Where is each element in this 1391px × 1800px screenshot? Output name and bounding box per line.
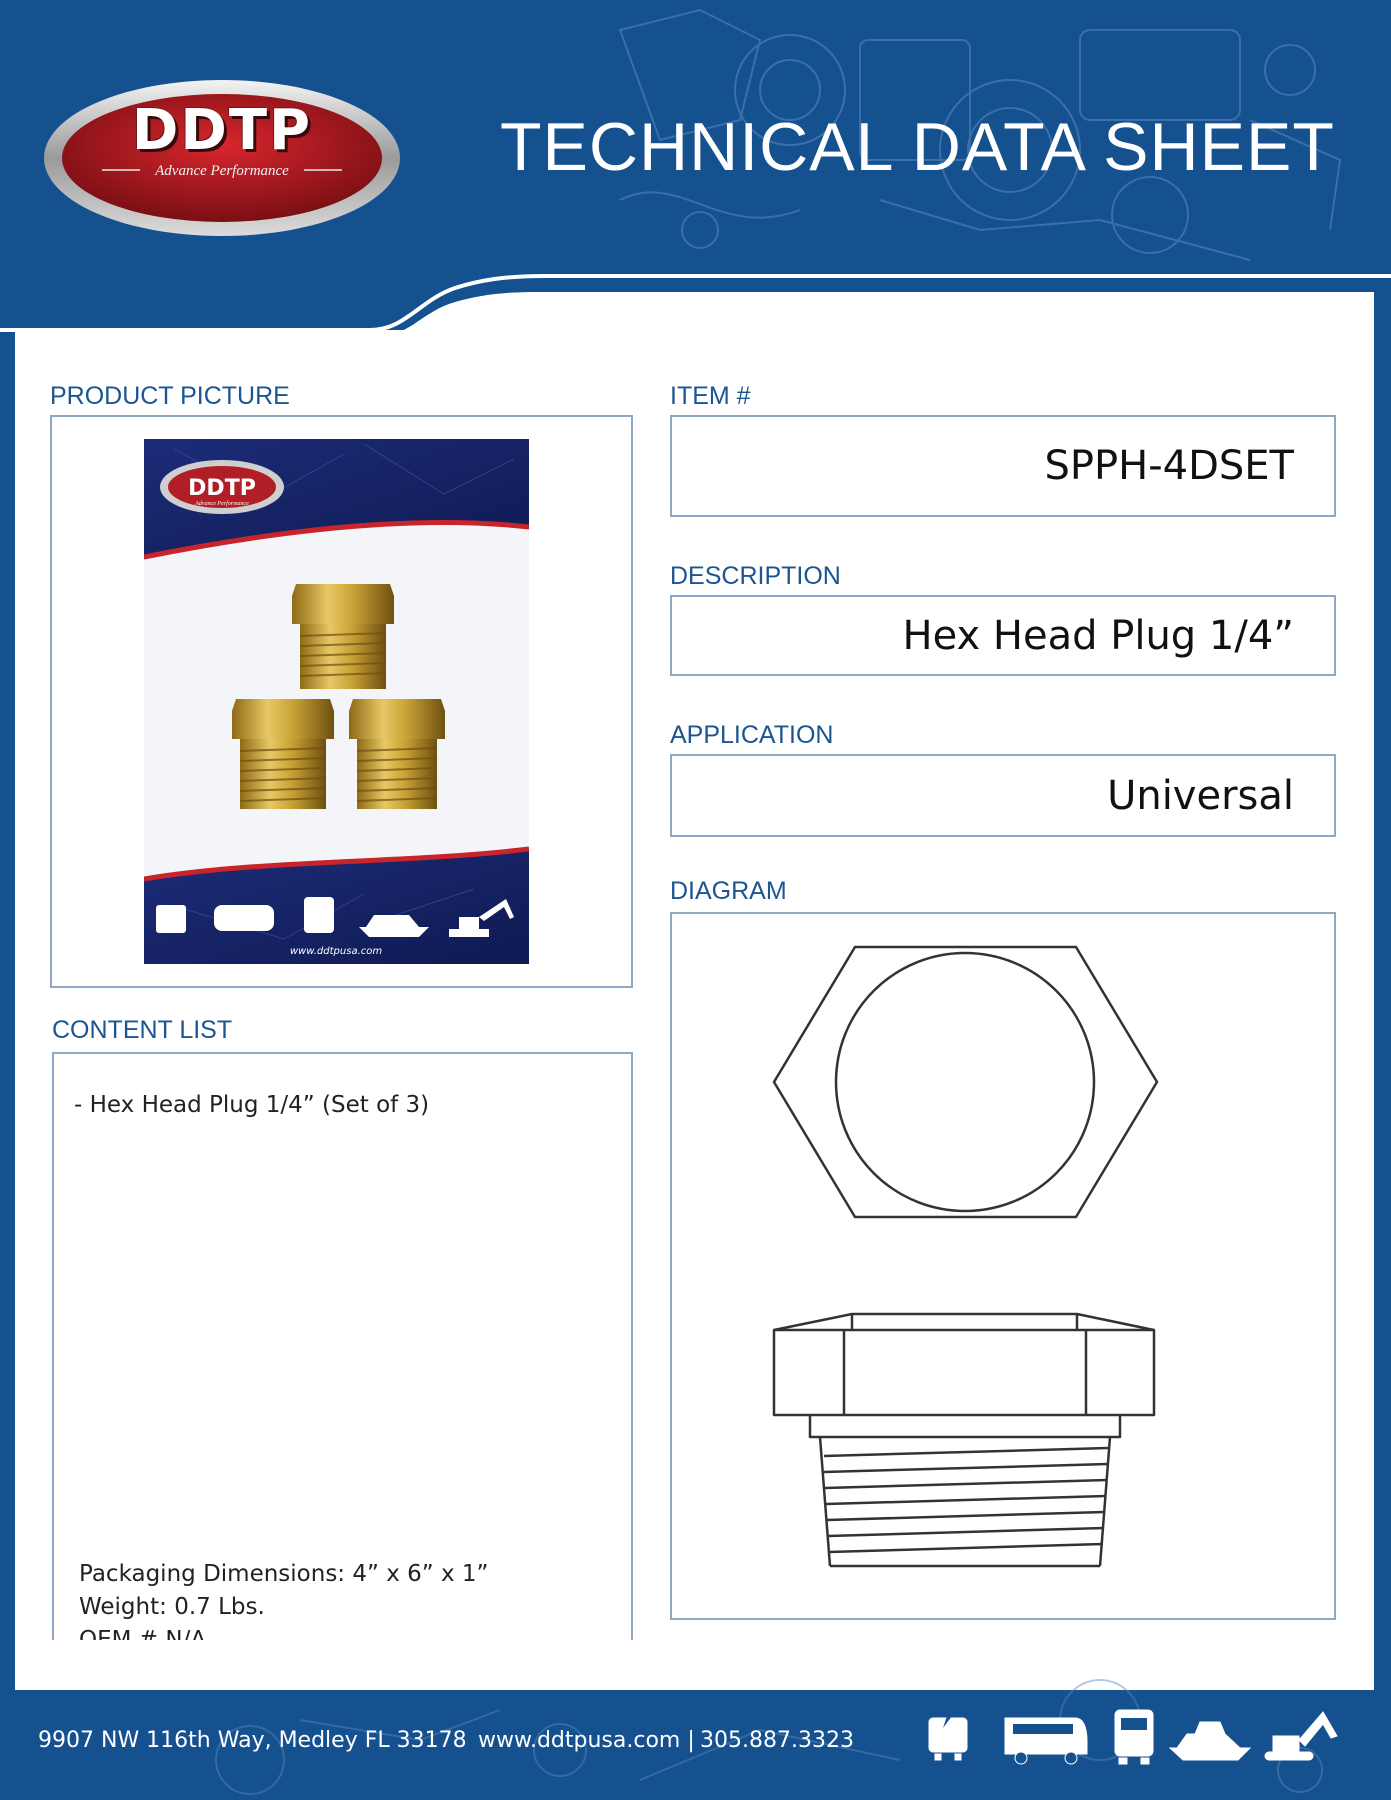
brass-plug <box>349 699 445 809</box>
product-picture-box <box>50 415 633 988</box>
application-box <box>670 754 1336 837</box>
brass-plug <box>292 584 394 689</box>
brass-plug <box>232 699 334 809</box>
content-list-label: CONTENT LIST <box>52 1016 233 1044</box>
generator-icon <box>929 1702 967 1760</box>
bus-icon <box>1005 1718 1087 1764</box>
truck-icon <box>1115 1710 1153 1764</box>
description-box <box>670 595 1336 676</box>
yacht-icon <box>1170 1722 1250 1760</box>
page-title: TECHNICAL DATA SHEET <box>500 109 1335 185</box>
product-package-image <box>144 439 529 964</box>
package-logo-tagline: Advance Performance <box>195 501 249 507</box>
package-website: www.ddtpusa.com <box>289 946 383 957</box>
content-list-box <box>52 1052 633 1663</box>
footer-address: 9907 NW 116th Way, Medley FL 33178 <box>38 1728 467 1753</box>
generator-icon <box>156 905 186 933</box>
description-label: DESCRIPTION <box>670 562 841 590</box>
excavator-icon <box>1265 1712 1337 1760</box>
threaded-shank <box>810 1415 1120 1437</box>
description-value: Hex Head Plug 1/4” <box>902 612 1294 659</box>
item-number-value: SPPH-4DSET <box>1044 443 1294 489</box>
hex-plug-diagram <box>672 914 1334 1618</box>
footer-website[interactable]: www.ddtpusa.com | <box>478 1728 695 1753</box>
logo-tagline: Advance Performance <box>155 163 289 179</box>
application-value: Universal <box>1107 772 1294 819</box>
hex-bore-circle <box>836 953 1094 1211</box>
truck-icon <box>304 897 334 933</box>
packaging-dimensions: Packaging Dimensions: 4” x 6” x 1” <box>79 1561 489 1587</box>
package-logo-text: DDTP <box>188 476 256 501</box>
weight: Weight: 0.7 Lbs. <box>79 1594 265 1620</box>
product-picture-label: PRODUCT PICTURE <box>50 382 290 410</box>
item-box <box>670 415 1336 517</box>
content-panel <box>15 330 1374 1690</box>
bus-icon <box>214 905 274 931</box>
logo-text: DDTP <box>131 98 313 163</box>
item-label: ITEM # <box>670 382 751 410</box>
footer-vehicle-icons <box>925 1690 1345 1770</box>
content-list-item: - Hex Head Plug 1/4” (Set of 3) <box>74 1092 430 1118</box>
footer-phone[interactable]: 305.887.3323 <box>700 1728 854 1753</box>
diagram-box <box>670 912 1336 1620</box>
hex-top-view <box>774 947 1157 1217</box>
diagram-label: DIAGRAM <box>670 877 787 905</box>
application-label: APPLICATION <box>670 721 834 749</box>
